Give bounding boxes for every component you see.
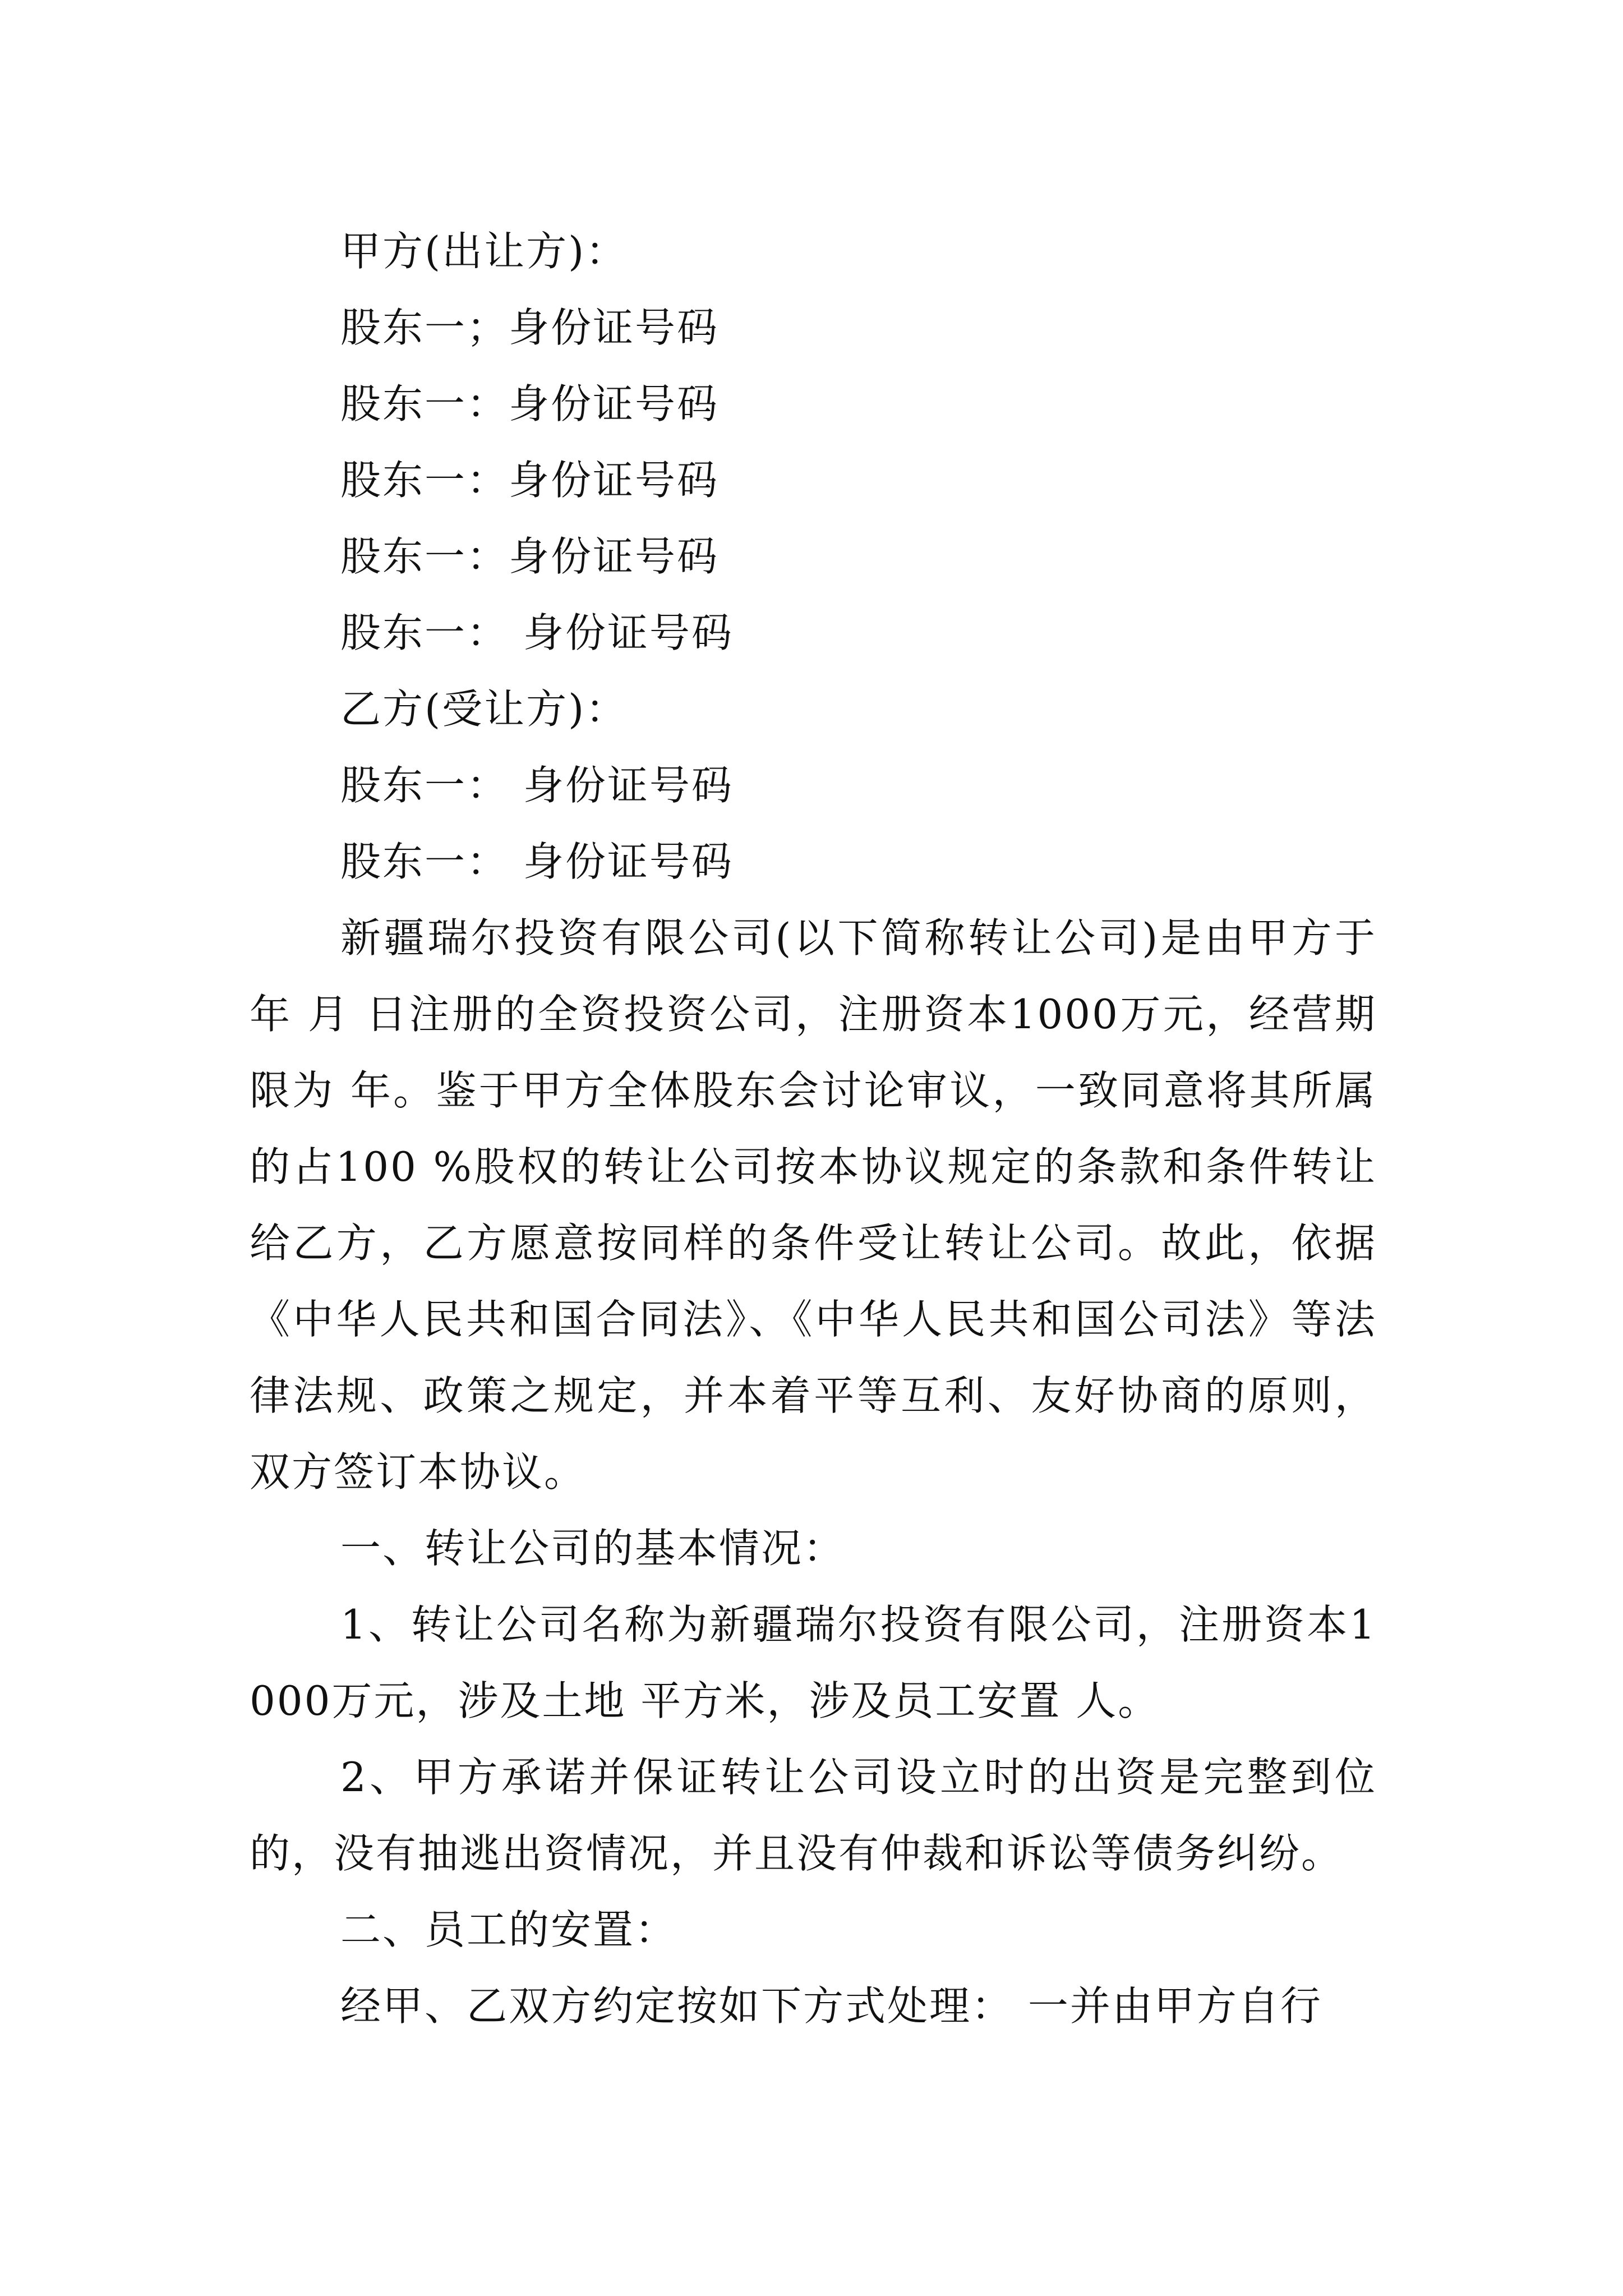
document-body bbox=[250, 213, 1377, 2044]
party-a-shareholder: 股东一：身份证号码 bbox=[340, 380, 720, 427]
party-b-heading: 乙方(受让方)： bbox=[340, 685, 628, 733]
party-a-shareholder: 股东一；身份证号码 bbox=[340, 304, 720, 351]
section-1-item-1: 1、转让公司名称为新疆瑞尔投资有限公司，注册资本1000万元，涉及土地 平方米，涉及员工安置 人。 bbox=[250, 1601, 1377, 1724]
section-2-text: 经甲、乙双方约定按如下方式处理： 一并由甲方自行 bbox=[340, 1982, 1322, 2030]
party-a-heading: 甲方(出让方)： bbox=[340, 228, 628, 275]
section-2-heading: 二、员工的安置： bbox=[340, 1906, 677, 1953]
party-a-shareholder: 股东一：身份证号码 bbox=[340, 457, 720, 504]
party-a-shareholder: 股东一： 身份证号码 bbox=[340, 609, 734, 656]
party-b-shareholder: 股东一： 身份证号码 bbox=[340, 838, 734, 885]
section-1-item-2: 2、甲方承诺并保证转让公司设立时的出资是完整到位的，没有抽逃出资情况，并且没有仲裁和诉讼等债务纠纷。 bbox=[250, 1754, 1377, 1877]
section-1-heading: 一、转让公司的基本情况： bbox=[340, 1525, 846, 1572]
preamble-paragraph: 新疆瑞尔投资有限公司(以下简称转让公司)是由甲方于年 月 日注册的全资投资公司，注册资本1000万元，经营期限为 年。鉴于甲方全体股东会讨论审议，一致同意将其所属的占100 %股权的转让公司按本协议规定的条款和条件转让给乙方，乙方愿意按同样的条件受让转让公司。故此，依据《中华人民共和国合同法》、《中华人民共和国公司法》等法律法规、政策之规定，并本着平等互利、友好协商的原则，双方签订本协议。 bbox=[250, 914, 1377, 1496]
party-a-shareholder: 股东一：身份证号码 bbox=[340, 533, 720, 580]
party-b-shareholder: 股东一： 身份证号码 bbox=[340, 762, 734, 809]
